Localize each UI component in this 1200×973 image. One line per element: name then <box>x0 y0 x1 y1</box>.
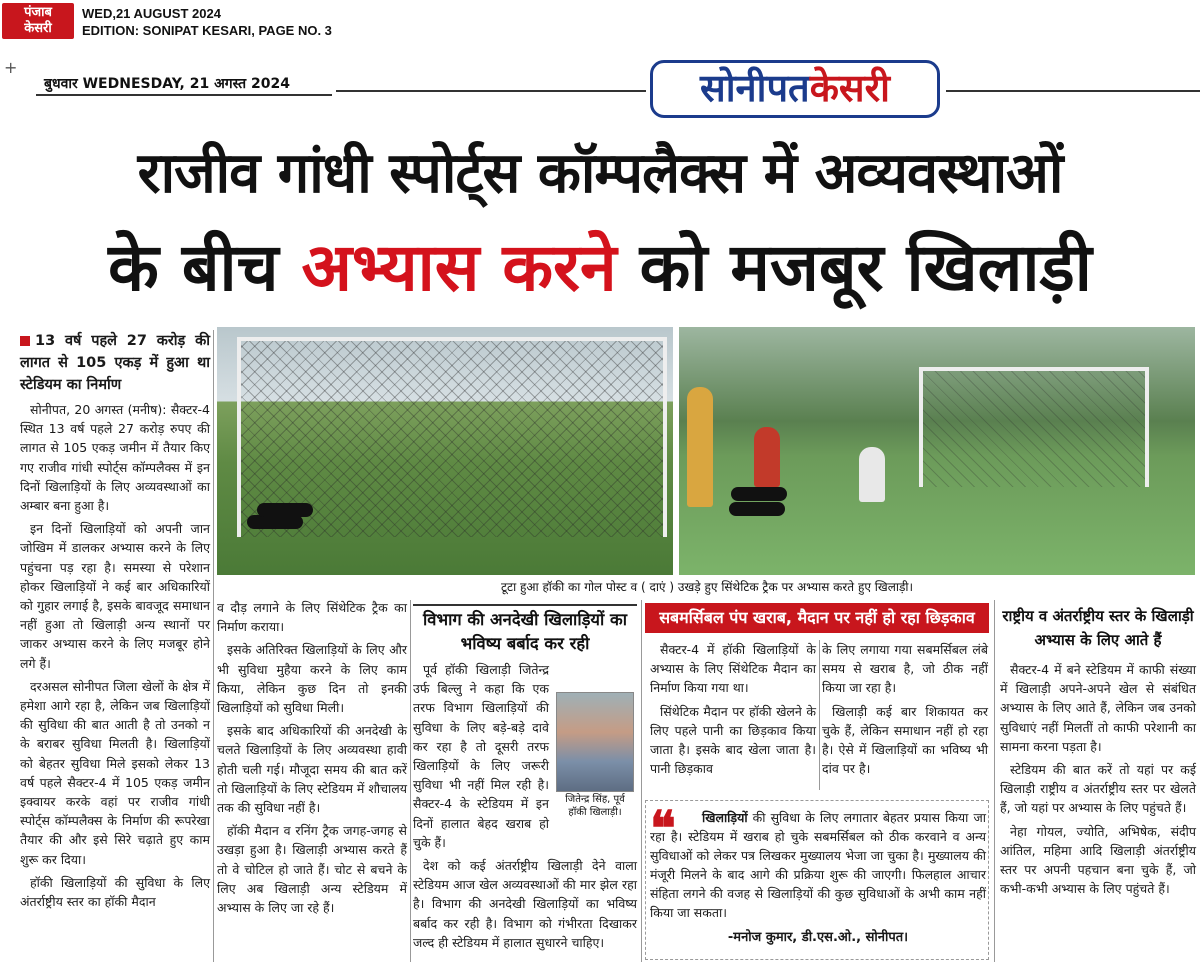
masthead-rule-right <box>946 90 1200 92</box>
punjab-kesari-logo <box>2 3 74 39</box>
col1-paragraph: हॉकी खिलाड़ियों की सुविधा के लिए अंतर्राष्ट्रीय स्तर का हॉकी मैदान <box>20 874 210 910</box>
col2-paragraph: व दौड़ लगाने के लिए सिंथेटिक ट्रैक का निर्माण कराया। <box>217 600 407 635</box>
col3-paragraph: देश को कई अंतर्राष्ट्रीय खिलाड़ी देने वाला स्टेडियम आज खेल अव्यवस्थाओं की मार झेल रहा है। विभाग की अनदेखी खिलाड़ियों का भविष्य बर्बाद कर रही है। विभाग को गंभीरता दिखाकर जल्द ही स्टेडियम में हालात सुधारने चाहिए। <box>413 858 637 950</box>
column-divider <box>819 640 820 790</box>
players-practice-photo <box>679 327 1195 575</box>
highlight-text: 13 वर्ष पहले 27 करोड़ की लागत से 105 एकड़ में हुआ था स्टेडियम का निर्माण <box>20 333 210 393</box>
submersible-banner: सबमर्सिबल पंप खराब, मैदान पर नहीं हो रहा छिड़काव <box>645 603 989 633</box>
masthead-rule-left <box>336 90 646 92</box>
column-1 <box>20 330 210 915</box>
col5-heading: राष्ट्रीय व अंतर्राष्ट्रीय स्तर के खिलाड़ी अभ्यास के लिए आते हैं <box>1002 607 1194 649</box>
headline-line-1: राजीव गांधी स्पोर्ट्स कॉम्पलैक्स में अव्यवस्थाओं <box>137 141 1063 206</box>
tyre-image <box>729 502 785 516</box>
headline <box>10 130 1190 318</box>
masthead-part-2: केसरी <box>809 66 890 110</box>
quote-lead: खिलाड़ियों <box>702 810 748 825</box>
column-2 <box>217 598 407 921</box>
photo-strip <box>217 327 1197 577</box>
jitender-portrait-photo <box>556 692 634 792</box>
col2-paragraph: इसके अतिरिक्त खिलाड़ियों के लिए और भी सुविधा मुहैया करने के लिए काम किया, लेकिन कुछ दिन तो इनकी खिलाड़ियों को सुविधा मिली। <box>217 642 407 716</box>
quote-signature: -मनोज कुमार, डी.एस.ओ., सोनीपत। <box>727 930 909 945</box>
col4-paragraph: के लिए लगाया गया सबमर्सिबल लंबे समय से खराब है, जो ठीक नहीं किया जा रहा है। <box>822 642 988 696</box>
column-divider <box>994 600 995 962</box>
headline-line-2-after: को मजबूर खिलाड़ी <box>639 229 1092 306</box>
crosshair-icon: + <box>4 58 18 77</box>
headline-line-2-before: के बीच <box>108 229 279 306</box>
edition-bar <box>0 0 1200 44</box>
column-divider <box>410 600 411 962</box>
logo-line-2: केसरी <box>24 21 52 36</box>
quote-icon: ❝ <box>650 801 676 857</box>
logo-line-1: पंजाब <box>24 5 52 20</box>
bullet-square-icon <box>20 336 30 346</box>
col5-paragraph: नेहा गोयल, ज्योति, अभिषेक, संदीप आंतिल, महिमा आदि खिलाड़ी अंतर्राष्ट्रीय स्तर पर अपनी पहचान बना चुके हैं, जो कभी-कभी अभ्यास के लिए पहुंचते हैं। <box>1000 823 1196 897</box>
col2-paragraph: इसके बाद अधिकारियों की अनदेखी के चलते खिलाड़ियों के लिए अव्यवस्था हावी होती चली गई। मौजूदा समय की बात करें तो खिलाड़ियों के लिए स्टेडियम में शौचालय तक की सुविधा नहीं है। <box>217 723 407 816</box>
player-figure <box>687 387 713 507</box>
col3-paragraph: पूर्व हॉकी खिलाड़ी जितेन्द्र उर्फ बिल्लु ने कहा कि एक तरफ विभाग खिलाड़ियों की सुविधा के लिए बड़े-बड़े दावे कर रहा है तो दूसरी तरफ खिलाड़ियों के लिए जरूरी सुविधा भी नहीं मिल रही है। सैक्टर-4 के स्टेडियम में इन दिनों हालात बेहद खराब हो चुके हैं। <box>413 662 549 850</box>
headline-line-2-red: अभ्यास करने <box>301 229 617 306</box>
column-divider <box>213 330 214 962</box>
dateline: बुधवार WEDNESDAY, 21 अगस्त 2024 <box>36 72 332 96</box>
masthead-part-1: सोनीपत <box>700 66 810 110</box>
col4-paragraph: खिलाड़ी कई बार शिकायत कर चुके हैं, लेकिन समाधान नहीं हो रहा है। ऐसे में खिलाड़ियों का भविष्य भी दांव पर है। <box>822 703 988 777</box>
player-figure <box>859 447 885 502</box>
column-5 <box>1000 660 1196 902</box>
col1-paragraph: दरअसल सोनीपत जिला खेलों के क्षेत्र में हमेशा आगे रहा है, लेकिन जब खिलाड़ियों की सुविधा की बात आती है तो उनको न के बराबर सुविधा मिलती है। खिलाड़ियों को बेहतर सुविधा मिले इसको लेकर 13 वर्ष पहले सैक्टर-4 में 105 एकड़ जमीन इक्वायर करके वहां पर राजीव गांधी स्पोर्ट्स कॉम्पलैक्स के निर्माण की रूपरेखा तैयार की और इसे सिरे चढ़ाते हुए काम शुरू कर दिया। <box>20 678 210 867</box>
column-4-left <box>650 640 816 782</box>
tyre-image <box>247 515 303 529</box>
column-divider <box>641 600 642 962</box>
goal-net-image <box>919 367 1149 487</box>
highlight-box <box>20 330 210 396</box>
column-4-right <box>822 640 988 782</box>
broken-goal-post-photo <box>217 327 673 575</box>
col5-paragraph: स्टेडियम की बात करें तो यहां पर कई खिलाड़ी राष्ट्रीय व अंतर्राष्ट्रीय स्तर पर खेलते हैं, जो यहां पर अभ्यास के लिए पहुंचते हैं। <box>1000 762 1196 816</box>
col2-paragraph: हॉकी मैदान व रनिंग ट्रैक जगह-जगह से उखड़ा हुआ है। खिलाड़ी अभ्यास करते हैं तो वे चोटिल हो जाते हैं। चोट से बचने के लिए अब खिलाड़ी अन्य स्टेडियम में अभ्यास के लिए जा रहे हैं। <box>217 823 407 916</box>
edition-date: WED,21 AUGUST 2024 <box>82 6 221 21</box>
player-figure <box>754 427 780 487</box>
col1-paragraph: इन दिनों खिलाड़ियों को अपनी जान जोखिम में डालकर अभ्यास करने के लिए पहुंचना पड़ रहा है। समस्या से परेशान होकर खिलाड़ियों ने कई बार अधिकारियों को गुहार लगाई है, इसके बावजूद समाधान नहीं हुआ तो खिलाड़ी अन्य स्थानों पर जाकर अभ्यास करने के लिए मजबूर होने लगे हैं। <box>20 521 210 671</box>
headline-line-2 <box>10 218 1190 318</box>
col4-paragraph: सैक्टर-4 में हॉकी खिलाड़ियों के अभ्यास के लिए सिंथेटिक मैदान का निर्माण किया गया था। <box>650 642 816 696</box>
col1-paragraph: सोनीपत, 20 अगस्त (मनीष): सैक्टर-4 स्थित 13 वर्ष पहले 27 करोड़ रुपए की लागत से 105 एकड़ जमीन में तैयार किए गए राजीव गांधी स्पोर्ट्स कॉम्पलैक्स में इन दिनों खिलाड़ियों के लिए अव्यवस्थाओं का अम्बार बना हुआ है। <box>20 402 210 514</box>
tyre-image <box>257 503 313 517</box>
col5-paragraph: सैक्टर-4 में बने स्टेडियम में काफी संख्या में खिलाड़ी अपने-अपने खेल से संबंधित अभ्यास के लिए आते हैं, लेकिन जब उनको सुविधाएं नहीं मिलतीं तो काफी परेशानी का सामना करना पड़ता है। <box>1000 662 1196 754</box>
quote-text: की सुविधा के लिए लगातार बेहतर प्रयास किया जा रहा है। स्टेडियम में खराब हो चुके सबमर्सिबल को ठीक करवाने व अन्य सुविधाओं को लेकर पत्र लिखकर मुख्यालय भेजा जा चुका है। मुख्यालय की मंजूरी मिलने के बाद आगे की प्रक्रिया शुरू की जाएगी। फिलहाल आचार संहिता लगने की वजह से खिलाड़ियों की कुछ सुविधाओं के अभी काम नहीं किया जा सकता। <box>650 810 986 920</box>
tyre-image <box>731 487 787 501</box>
edition-meta <box>82 5 332 39</box>
col4-paragraph: सिंथेटिक मैदान पर हॉकी खेलने के लिए पहले पानी का छिड़काव किया जाता है। इसके बाद खेला जाता है। पानी छिड़काव <box>650 703 816 777</box>
photo-caption: टूटा हुआ हॉकी का गोल पोस्ट व ( दाएं ) उखड़े हुए सिंथेटिक ट्रैक पर अभ्यास करते हुए खिलाड़ी। <box>500 580 914 594</box>
dso-quote <box>650 808 986 922</box>
edition-page: EDITION: SONIPAT KESARI, PAGE NO. 3 <box>82 23 332 38</box>
col3-heading: विभाग की अनदेखी खिलाड़ियों का भविष्य बर्बाद कर रही <box>413 604 637 656</box>
portrait-caption: जितेन्द्र सिंह, पूर्व हॉकी खिलाड़ी। <box>565 794 625 818</box>
masthead <box>650 60 940 118</box>
